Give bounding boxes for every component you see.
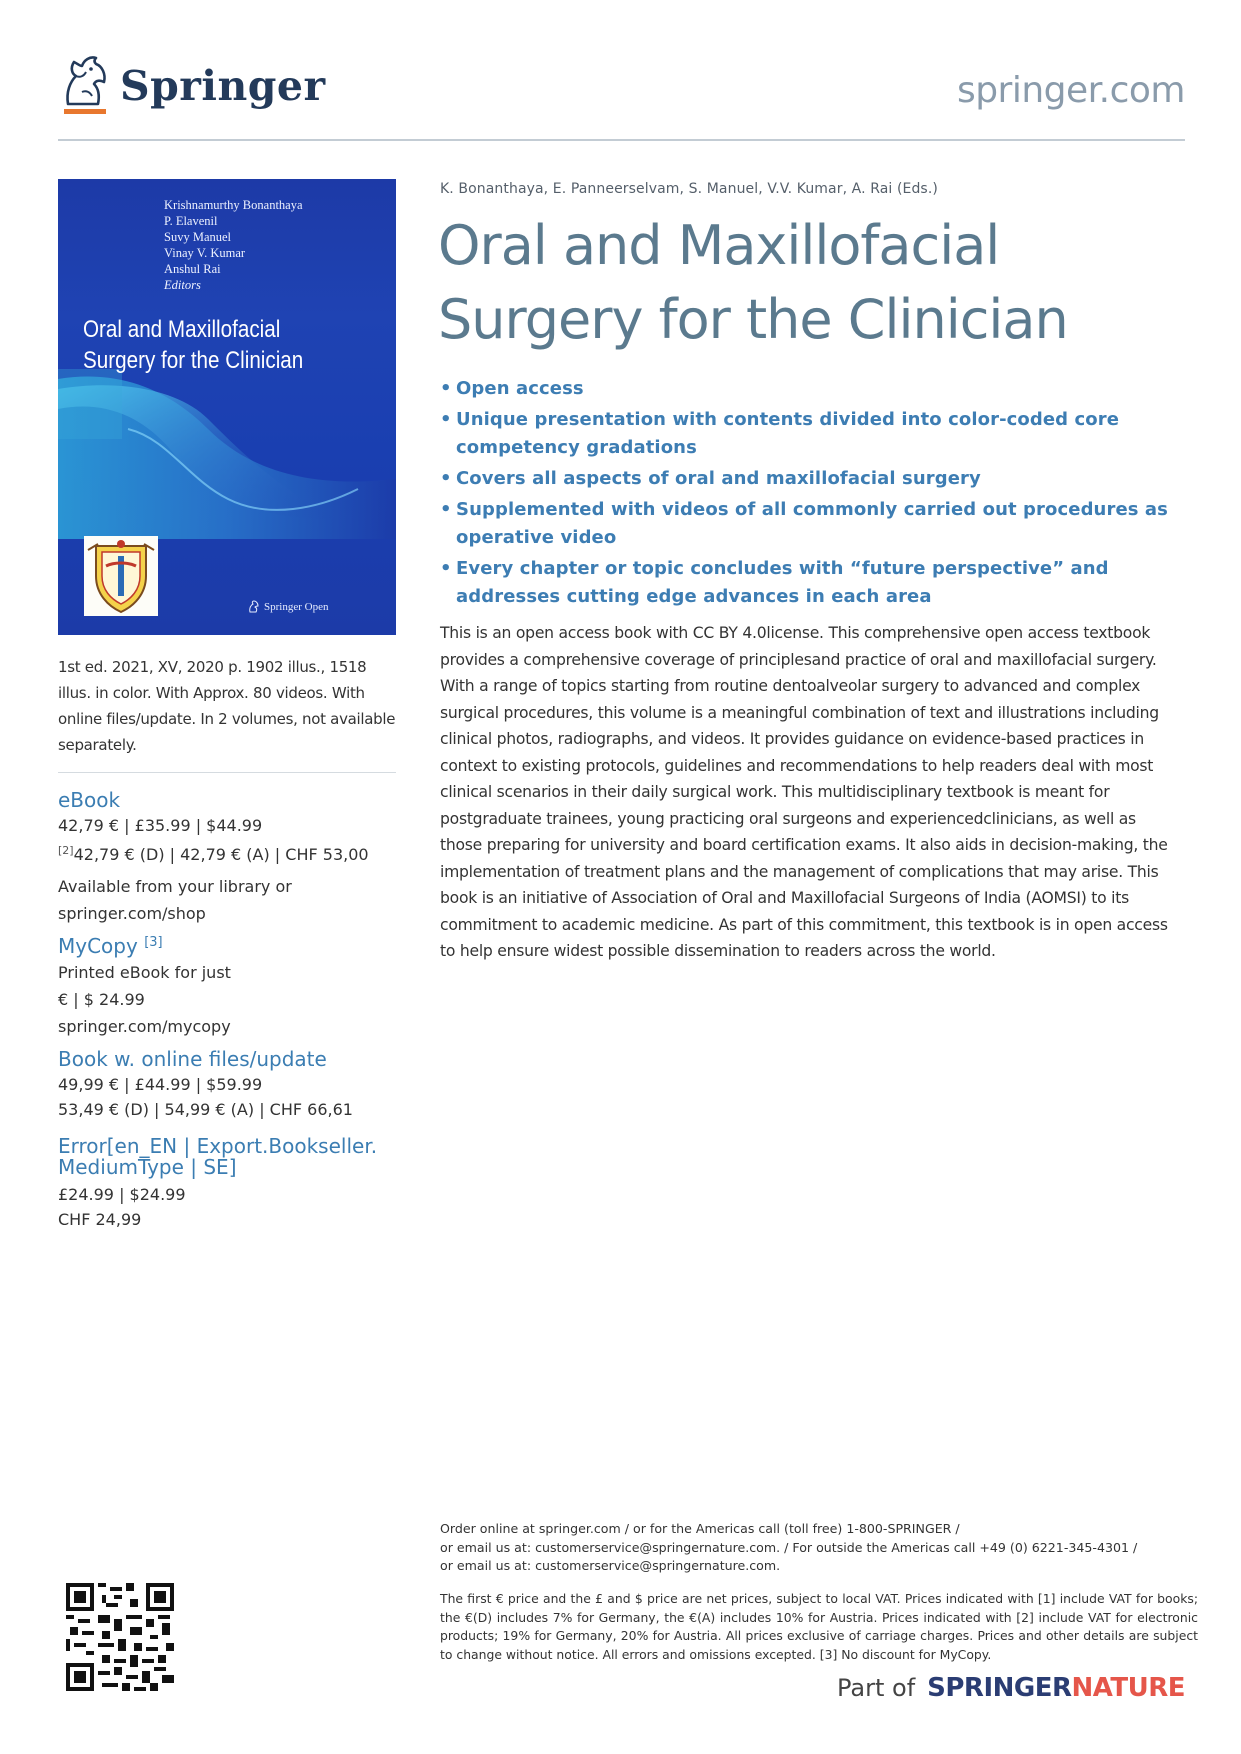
feature-item — [440, 496, 1200, 552]
book-cover[interactable] — [58, 179, 396, 635]
cover-editor: P. Elavenil — [164, 214, 218, 228]
error-item-price-2: CHF 24,99 — [58, 1210, 142, 1229]
cover-publisher-name: Springer Open — [264, 601, 329, 613]
qr-code-icon[interactable] — [66, 1583, 174, 1691]
cover-title-line2: Surgery for the Clinician — [83, 347, 304, 374]
bullet-icon: • — [440, 468, 452, 489]
feature-item — [440, 406, 1200, 462]
ebook-price-2-text: 42,79 € (D) | 42,79 € (A) | CHF 53,00 — [73, 845, 369, 864]
feature-text: Open access — [456, 378, 584, 399]
cover-title-line1: Oral and Maxillofacial — [83, 316, 281, 343]
cover-editor: Vinay V. Kumar — [164, 246, 246, 260]
feature-item — [440, 555, 1200, 611]
mycopy-section — [58, 930, 396, 1040]
springer-nature-brand[interactable] — [837, 1673, 1185, 1703]
brand-name: Springer — [120, 62, 326, 110]
springer-logo[interactable] — [58, 52, 326, 118]
ebook-price-2-footnote: [2] — [58, 844, 74, 857]
book-online-price-2: 53,49 € (D) | 54,99 € (A) | CHF 66,61 — [58, 1100, 353, 1119]
aomsi-emblem — [84, 536, 158, 616]
springer-horse-logo-icon — [58, 52, 110, 118]
cover-title — [83, 314, 303, 376]
mycopy-line-1: Printed eBook for just — [58, 963, 231, 982]
feature-text: Covers all aspects of oral and maxillofacial surgery — [456, 468, 981, 489]
feature-item — [440, 375, 1200, 403]
feature-text: Every chapter or topic concludes with “future perspective” and addresses cutting edge advances in each area — [456, 558, 1109, 607]
order-line-3: or email us at: customerservice@springernature.com. — [440, 1558, 781, 1573]
emblem-crest-icon — [84, 536, 158, 616]
bullet-icon: • — [440, 499, 452, 520]
error-item-section — [58, 1136, 396, 1232]
feature-text: Supplemented with videos of all commonly carried out procedures as operative video — [456, 499, 1168, 548]
book-description: This is an open access book with CC BY 4.0license. This comprehensive open access textbook provides a comprehensive coverage of principlesand practice of oral and maxillofacial surgery. With a range of topics starting from routine dentoalveolar surgery to advanced and complex surgical procedures, this volume is a meaningful combination of text and illustrations including clinical photos, radiographs, and videos. It provides guidance on evidence-based practices in context to existing protocols, guidelines and recommendations to help readers deal with most clinical scenarios in their daily surgical work. This multidisciplinary textbook is meant for postgraduate trainees, young practicing oral surgeons and experiencedclinicians, as well as those preparing for university and board certification exams. It also aids in decision-making, the implementation of treatment plans and the management of complications that may arise. This book is an initiative of Association of Oral and Maxillofacial Surgeons of India (AOMSI) to its commitment to academic medicine. As part of this commitment, this textbook is in open access to help ensure widest possible dissemination to readers across the world. — [440, 624, 1168, 960]
error-item-heading: Error[en_EN | Export.Bookseller. MediumType | SE] — [58, 1134, 378, 1179]
bullet-icon: • — [440, 558, 452, 579]
book-title-line1: Oral and Maxillofacial — [438, 214, 1000, 277]
part-of-label: Part of — [837, 1674, 916, 1702]
mycopy-footnote: [3] — [144, 935, 163, 950]
bullet-icon: • — [440, 378, 452, 399]
ebook-price-1: 42,79 € | £35.99 | $44.99 — [58, 816, 263, 835]
springer-nature-logo — [927, 1673, 1185, 1703]
mycopy-heading — [58, 930, 396, 959]
bullet-icon: • — [440, 409, 452, 430]
book-title — [438, 209, 1068, 357]
order-line-1: Order online at springer.com / or for the Americas call (toll free) 1-800-SPRINGER / — [440, 1521, 960, 1536]
cover-editor: Krishnamurthy Bonanthaya — [164, 198, 303, 212]
site-url-link[interactable]: springer.com — [956, 70, 1185, 111]
header-divider — [58, 139, 1185, 141]
mycopy-line-2: € | $ 24.99 — [58, 990, 145, 1009]
book-authors: K. Bonanthaya, E. Panneerselvam, S. Manuel, V.V. Kumar, A. Rai (Eds.) — [440, 181, 938, 197]
edition-info: 1st ed. 2021, XV, 2020 p. 1902 illus., 1518 illus. in color. With Approx. 80 videos. With online files/update. In 2 volumes, not available separately. — [58, 658, 396, 754]
left-divider — [58, 772, 396, 773]
cover-editors — [164, 197, 303, 293]
feature-text: Unique presentation with contents divided into color-coded core competency gradations — [456, 409, 1120, 458]
mycopy-heading-text: MyCopy — [58, 934, 138, 958]
price-disclaimer: The first € price and the £ and $ price are net prices, subject to local VAT. Prices indicated with [1] include VAT for books; the €(D) includes 7% for Germany, the €(A) includes 10% for Austria. Prices indicated with [2] include VAT for electronic products; 19% for Germany, 20% for Austria. All prices exclusive of carriage charges. Prices and other details are subject to change without notice. All errors and omissions excepted. [3] No discount for MyCopy. — [440, 1591, 1198, 1662]
book-title-line2: Surgery for the Clinician — [438, 288, 1068, 351]
error-item-price-1: £24.99 | $24.99 — [58, 1185, 186, 1204]
book-online-heading: Book w. online files/update — [58, 1047, 327, 1071]
cover-editor: Anshul Rai — [164, 262, 221, 276]
ebook-heading: eBook — [58, 788, 121, 812]
cover-editor: Suvy Manuel — [164, 230, 232, 244]
springer-nature-logo-part2: NATURE — [1071, 1673, 1185, 1703]
ebook-section — [58, 787, 396, 927]
cover-publisher — [248, 600, 328, 614]
springer-nature-logo-part1: SPRINGER — [927, 1673, 1072, 1703]
order-info — [440, 1520, 1200, 1576]
ebook-price-2 — [58, 838, 396, 867]
springer-open-logo-icon — [248, 600, 260, 614]
mycopy-link[interactable]: springer.com/mycopy — [58, 1017, 231, 1036]
cover-editors-label: Editors — [164, 278, 201, 292]
feature-item — [440, 465, 1200, 493]
cover-swirl-art — [58, 369, 396, 539]
left-column — [58, 654, 396, 1232]
book-online-section — [58, 1046, 396, 1122]
ebook-availability: Available from your library or springer.com/shop — [58, 877, 292, 923]
feature-list — [440, 375, 1200, 614]
book-online-price-1: 49,99 € | £44.99 | $59.99 — [58, 1075, 263, 1094]
order-line-2: or email us at: customerservice@springernature.com. / For outside the Americas call +49 (0) 6221-345-4301 / — [440, 1539, 1138, 1555]
